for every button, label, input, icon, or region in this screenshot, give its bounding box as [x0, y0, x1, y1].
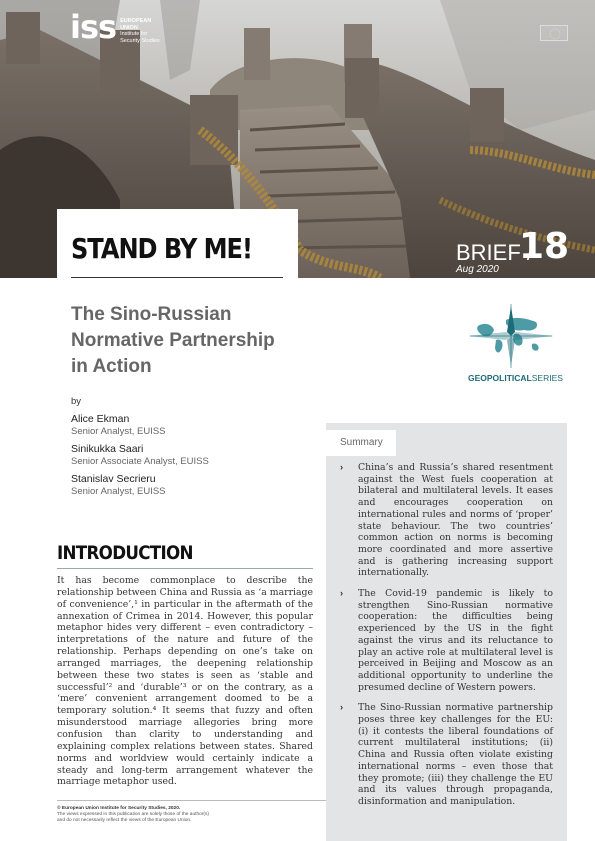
- chevron-right-icon: ›: [340, 702, 344, 713]
- footer-disclaimer-1: The views expressed in this publication are solely those of the author(s): [57, 812, 209, 817]
- summary-item-text: The Covid-19 pandemic is likely to strengthen Sino-Russian normative cooperation: the difficulties being experienced by the US in the fight against the virus and its reluctance to play an active role at multilateral level is perceived in Beijing and Moscow as an additional opportunity to underline the presumed decline of Western powers.: [358, 588, 553, 693]
- logo-line-1: EUROPEAN: [120, 18, 152, 24]
- logo-line-2: UNION: [120, 24, 138, 31]
- author-name: Stanislav Secrieru: [71, 473, 156, 485]
- publication-date: Aug 2020: [456, 264, 499, 275]
- footer-divider: [57, 800, 326, 801]
- logo-line-4: Security Studies: [120, 37, 160, 44]
- author-block: [71, 473, 166, 498]
- footer: [57, 806, 322, 824]
- iss-logo-mark: iss: [70, 8, 117, 46]
- logo-org-text: [120, 18, 160, 44]
- euiss-logo: [70, 10, 160, 44]
- title-underline: [71, 277, 283, 278]
- brief-label: BRIEF /: [456, 240, 534, 265]
- summary-item-text: The Sino-Russian normative partnership poses three key challenges for the EU: (i) it contests the liberal foundations of current multilateral institutions; (ii) China and Russia often violate existing international norms – even those that they promote; (iii) they challenge the EU and its values through propaganda, disinformation and manipulation.: [358, 702, 553, 807]
- logo-line-3: Institute for: [120, 31, 148, 37]
- series-name-bold: GEOPOLITICAL: [468, 373, 532, 383]
- summary-item: [340, 702, 553, 807]
- chevron-right-icon: ›: [340, 588, 344, 599]
- footer-disclaimer-2: and do not necessarily reflect the views of the European Union.: [57, 818, 192, 823]
- author-block: [71, 413, 166, 438]
- subtitle: The Sino-Russian Normative Partnership in Action: [71, 304, 275, 377]
- summary-list: [340, 462, 553, 817]
- eu-flag-icon: [540, 25, 568, 41]
- chevron-right-icon: ›: [340, 462, 344, 472]
- summary-item-text: China’s and Russia’s shared resentment against the West fuels cooperation at bilateral and multilateral levels. It eases and encourages cooperation on international rules and norms of ‘proper’ state behaviour. The two countries’ common action on norms is becoming more coordinated and more assertive and is gathering increasing support internationally.: [358, 462, 553, 579]
- brief-number: 18: [519, 226, 570, 267]
- summary-label: Summary: [340, 437, 383, 448]
- summary-item: [340, 588, 553, 693]
- byline-by: by: [71, 396, 82, 407]
- author-role: Senior Analyst, EUISS: [71, 486, 166, 497]
- introduction-underline: [57, 568, 313, 569]
- footer-copyright: © European Union Institute for Security Studies, 2020.: [57, 806, 181, 811]
- series-label: [468, 373, 563, 383]
- author-role: Senior Associate Analyst, EUISS: [71, 456, 209, 467]
- author-block: [71, 443, 209, 468]
- world-map-compass-icon: [466, 302, 556, 372]
- introduction-text: It has become commonplace to describe the relationship between China and Russia as ‘a marriage of convenience’,¹ in particular in the aftermath of the annexation of Crimea in 2014. However, this popular metaphor hides very different – even contradictory – interpretations of the nature and future of the relationship. Perhaps depending on one’s take on arranged marriages, the deepening relationship between these two states is seen as ‘stable and successful’² and ‘durable’³ or on the contrary, as a ‘mere’ convenient arrangement doomed to be a temporary solution.⁴ It seems that fuzzy and often misunderstood marriage allegories bring more confusion than clarity to understanding and explaining complex relations between states. Shared norms and worldview would certainly indicate a steady and long-term arrangement whatever the marriage metaphor used.: [57, 575, 313, 788]
- author-name: Alice Ekman: [71, 413, 130, 425]
- author-role: Senior Analyst, EUISS: [71, 426, 166, 437]
- summary-item: [340, 462, 553, 579]
- author-name: Sinikukka Saari: [71, 443, 144, 455]
- page-title: STAND BY ME!: [71, 232, 252, 265]
- series-name-rest: SERIES: [531, 373, 563, 383]
- introduction-heading: INTRODUCTION: [57, 542, 193, 564]
